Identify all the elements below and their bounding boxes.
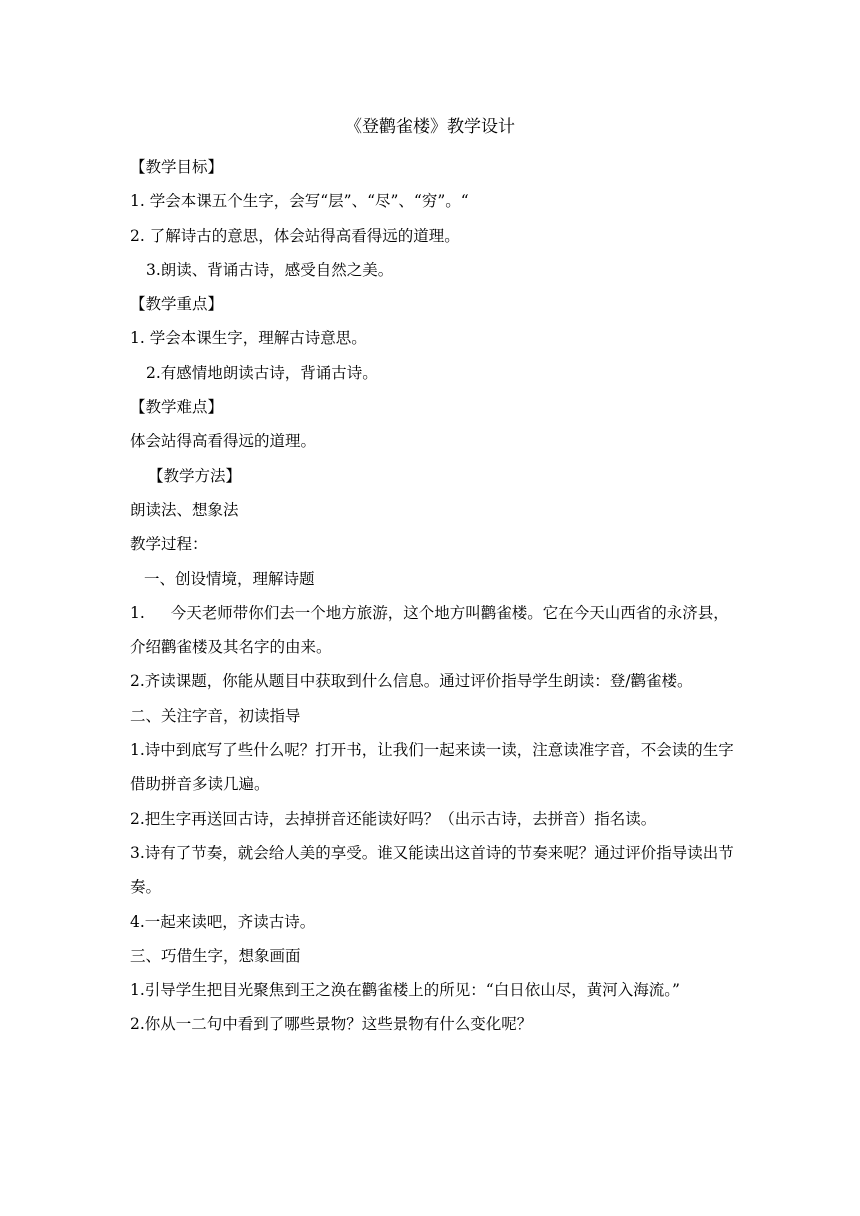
section-2-paragraph-2: 2.把生字再送回古诗，去掉拼音还能读好吗？（出示古诗，去拼音）指名读。	[130, 809, 657, 828]
goals-heading: 【教学目标】	[130, 158, 224, 176]
section-2-paragraph-1: 1.诗中到底写了些什么呢？打开书，让我们一起来读一读，注意读准字音，不会读的生字借助拼音多读几遍。	[130, 741, 734, 794]
method-1: 朗读法、想象法	[130, 500, 239, 519]
process-heading: 教学过程：	[130, 535, 208, 554]
section-2-paragraph-4: 4.一起来读吧，齐读古诗。	[130, 912, 316, 931]
goal-3: 3.朗读、背诵古诗，感受自然之美。	[146, 260, 394, 279]
section-3-paragraph-2: 2.你从一二句中看到了哪些景物？这些景物有什么变化呢？	[130, 1015, 533, 1034]
section-3-heading: 三、巧借生字，想象画面	[130, 946, 301, 965]
section-1-heading: 一、创设情境，理解诗题	[144, 569, 315, 588]
goal-1: 1. 学会本课五个生字，会写“层”、“尽”、“穷”。“	[130, 192, 469, 211]
key-2: 2.有感情地朗读古诗，背诵古诗。	[146, 363, 378, 382]
goal-2: 2. 了解诗古的意思，体会站得高看得远的道理。	[130, 226, 460, 245]
section-2-paragraph-3: 3.诗有了节奏，就会给人美的享受。谁又能读出这首诗的节奏来呢？通过评价指导读出节奏。	[130, 843, 734, 897]
difficulty-heading: 【教学难点】	[130, 398, 224, 417]
paragraph-text: 今天老师带你们去一个地方旅游，这个地方叫鹳雀楼。它在今天山西省的永济县，介绍鹳雀楼及其名字的由来。	[130, 603, 729, 657]
section-2-heading: 二、关注字音，初读指导	[130, 706, 301, 725]
section-1-paragraph-1	[130, 596, 735, 665]
difficulty-1: 体会站得高看得远的道理。	[130, 432, 317, 451]
key-heading: 【教学重点】	[130, 295, 224, 314]
section-3-paragraph-1: 1.引导学生把目光聚焦到王之涣在鹳雀楼上的所见：“白日依山尽，黄河入海流。”	[130, 981, 680, 1000]
document-title: 《登鹳雀楼》教学设计	[345, 117, 515, 137]
method-heading: 【教学方法】	[148, 466, 242, 485]
key-1: 1. 学会本课生字，理解古诗意思。	[130, 329, 367, 348]
section-1-paragraph-2: 2.齐读课题，你能从题目中获取到什么信息。通过评价指导学生朗读：登/鹳雀楼。	[130, 672, 693, 691]
document-body	[130, 150, 735, 1042]
paragraph-number: 1.	[130, 603, 145, 622]
